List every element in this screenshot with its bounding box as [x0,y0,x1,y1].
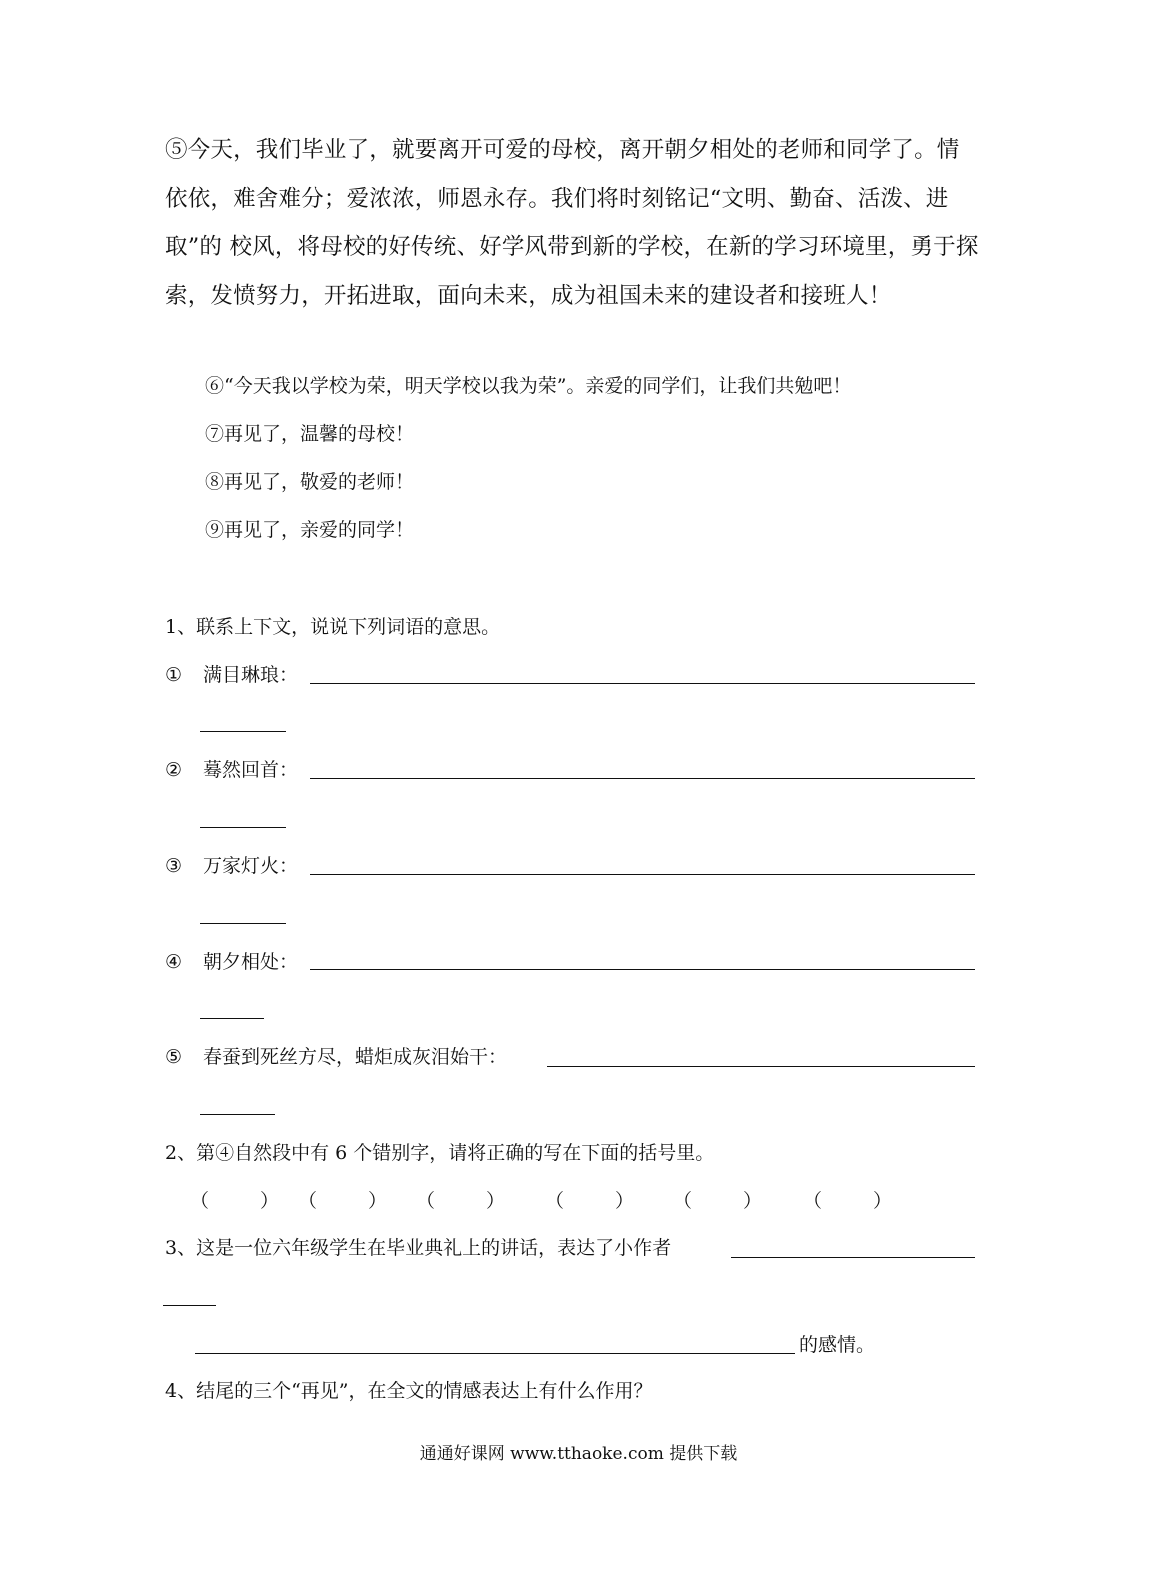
question-2-answer-parens: （ ） （ ） （ ） （ ） （ ） （ ） [190,1190,893,1212]
page-footer: 通通好课网 www.tthaoke.com 提供下载 [419,1444,738,1464]
item-number: ② [165,759,183,781]
answer-line-1b[interactable] [200,731,286,732]
question-3-suffix: 的感情。 [799,1334,876,1356]
item-term: 万家灯火： [203,855,299,877]
answer-line-4b[interactable] [200,1018,264,1019]
passage-paragraph-9: ⑨再见了，亲爱的同学！ [205,519,415,541]
question-4-prompt: 4、结尾的三个“再见”，在全文的情感表达上有什么作用？ [165,1380,653,1402]
answer-line-4a[interactable] [310,969,975,970]
item-number: ⑤ [165,1046,183,1068]
item-term: 朝夕相处： [203,951,299,973]
answer-line-5a[interactable] [547,1066,975,1067]
passage-paragraph-8: ⑧再见了，敬爱的老师！ [205,471,415,493]
question-2-prompt: 2、第④自然段中有 6 个错别字，请将正确的写在下面的括号里。 [165,1142,715,1164]
item-number: ③ [165,855,183,877]
item-term: 满目琳琅： [203,664,299,686]
item-number: ④ [165,951,183,973]
answer-line-2a[interactable] [310,778,975,779]
answer-line-5b[interactable] [200,1114,275,1115]
answer-line-q3a[interactable] [731,1257,975,1258]
passage-paragraph-6: ⑥“今天我以学校为荣，明天学校以我为荣”。亲爱的同学们，让我们共勉吧！ [205,375,852,397]
paragraph-5-text: ⑤今天，我们毕业了，就要离开可爱的母校，离开朝夕相处的老师和同学了。情依依，难舍难分；爱浓浓，师恩永存。我们将时刻铭记“文明、勤奋、活泼、进取”的 校风，将母校的好传统、好学风带到新的学校，在新的学习环境里，勇于探索，发愤努力，开拓进取，面向未来，成为祖国未来的建设者和接班人！ [165,137,979,309]
answer-line-q3b[interactable] [163,1305,216,1306]
question-1-prompt: 1、联系上下文，说说下列词语的意思。 [165,616,501,638]
answer-line-1a[interactable] [310,683,975,684]
passage-paragraph-5 [165,126,981,320]
item-number: ① [165,664,183,686]
answer-line-3a[interactable] [310,874,975,875]
answer-line-2b[interactable] [200,827,286,828]
item-term: 蓦然回首： [203,759,299,781]
item-term: 春蚕到死丝方尽，蜡炬成灰泪始干： [203,1046,508,1068]
passage-paragraph-7: ⑦再见了，温馨的母校！ [205,423,415,445]
answer-line-3b[interactable] [200,923,286,924]
answer-line-q3c[interactable] [195,1353,795,1354]
question-3-prompt: 3、这是一位六年级学生在毕业典礼上的讲话，表达了小作者 [165,1237,672,1259]
